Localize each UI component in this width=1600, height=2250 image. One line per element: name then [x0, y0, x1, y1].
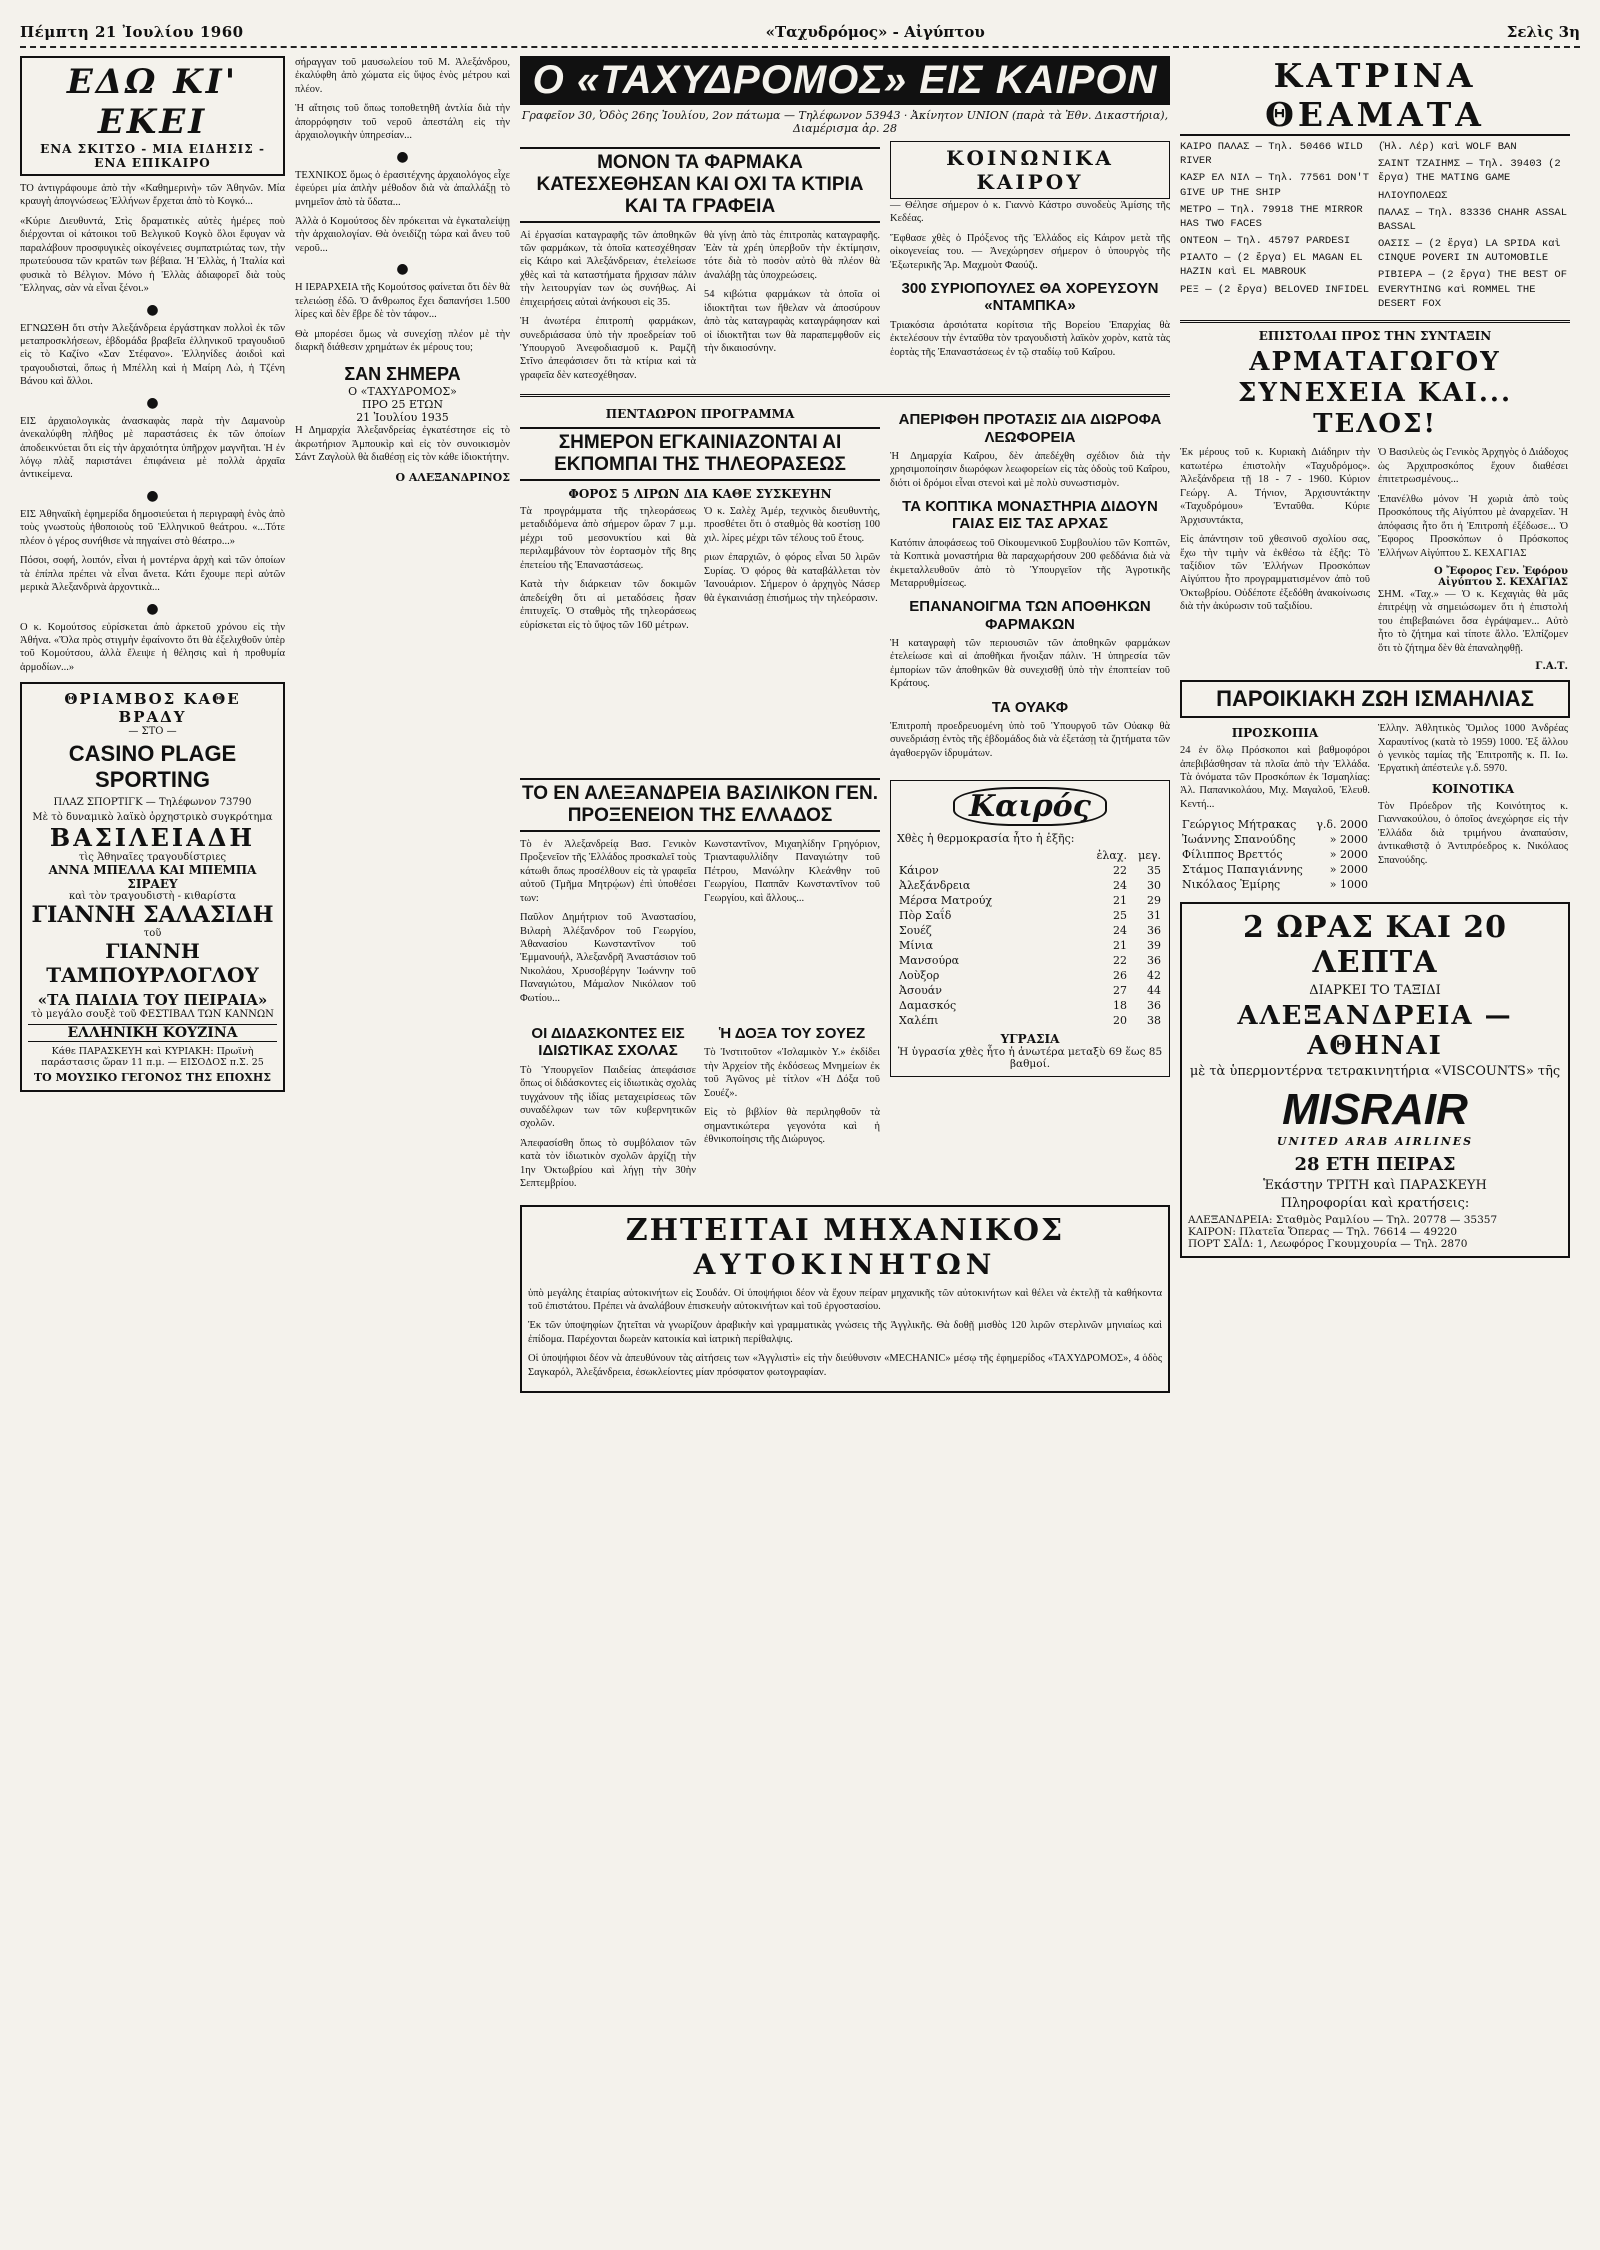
weather-max: 36 [1147, 954, 1161, 968]
humidity-text: Ἡ ὑγρασία χθὲς ἦτο ἡ ἀνωτέρα μεταξὺ 69 ἕως 85 βαθμοί. [897, 1046, 1163, 1071]
headline-doxa: Ἡ ΔΟΞΑ ΤΟΥ ΣΟΥΕΖ [718, 1025, 866, 1043]
article-paragraph: ριων ἐπαρχιῶν, ὁ φόρος εἶναι 50 λιρῶν Συρίας. Ὁ φόρος θὰ καταβάλλεται τὸν Ἰανουάριον. Σήμερον ὁ ἀρχηγὸς Νάσερ θὰ ἐγκαινιάσῃ ἐπισήμως τὴν τηλεόρασιν. [704, 552, 880, 604]
weather-max: 29 [1147, 894, 1161, 908]
article-paragraph: σήραγγαν τοῦ μαυσωλείου τοῦ Μ. Ἀλεξάνδρου, ἐκαλύφθη ἀπὸ χώματα εἰς ὕψος ἑνὸς μέτρου καὶ πλέον. [295, 57, 510, 95]
divider [1180, 320, 1570, 323]
weather-section [890, 772, 1170, 1196]
bullet-separator: ● [396, 261, 409, 278]
weather-max: 44 [1147, 984, 1161, 998]
cinema-listing-item: ΚΑΣΡ ΕΛ ΝΙΛ — Τηλ. 77561 DON'T GIVE UP THE SHIP [1180, 172, 1370, 199]
donor-amount: γ.δ. 2000 [1316, 818, 1368, 832]
donor-row [1180, 847, 1370, 862]
column-edo-ki-ekei [20, 56, 285, 2206]
headline-tlaf: ΤΑ ΟΥΑΚΦ [991, 698, 1069, 716]
job-ad-paragraph: ὑπὸ μεγάλης ἑταιρίας αὐτοκινήτων εἰς Σουδάν. Οἱ ὑποψήφιοι δέον νὰ ἔχουν πείραν μηχανικῆς τῶν αὐτοκινήτων καὶ θέλει νὰ ἐκτελῇ τὰ καθήκοντα τοῦ ἐπιστάτου. Πρέπει νὰ ἀναλάβουν ἐπισκευὴν αὐτοκινήτων καὶ τοῦ ἐργοστασίου. [528, 1287, 1162, 1313]
bullet-separator: ● [146, 394, 159, 411]
letter-signature: Ο Ἔφορος Γεν. Ἐφόρου Αἰγύπτου Σ. ΚΕΧΑΓΙΑΣ [1434, 565, 1568, 588]
weather-city: Μέρσα Ματρούχ [899, 894, 993, 908]
weather-max: 38 [1147, 1014, 1161, 1028]
donor-name: Στάμος Παπαγιάννης [1182, 863, 1303, 877]
letter-gat: Γ.Α.Τ. [1535, 661, 1568, 673]
cinema-listing-item: ΡΙΑΛΤΟ — (2 ἔργα) EL MAGAN EL HAZIN καὶ EL MABROUK [1180, 252, 1363, 279]
article-paragraph: Ἑλλην. Ἀθλητικὸς Ὅμιλος 1000 Ἀνδρέας Χαραυτίνος (κατὰ τὸ 1959) 1000. Ἐξ ἄλλου ὁ γενικὸς ταμίας τῆς Ἑπιτροπῆς κ. Π. Ιω. Ἐργατικὴ ἀπέστειλε γ.δ. 5970. [1378, 723, 1568, 775]
masthead [20, 18, 1580, 48]
job-ad-title-2: ΑΥΤΟΚΙΝΗΤΩΝ [693, 1247, 997, 1281]
bullet-separator: ● [396, 148, 409, 165]
weather-max: 31 [1147, 909, 1161, 923]
article-paragraph: — Θέλησε σήμερον ὁ κ. Γιαννὸ Κάστρο συνοδεὺς Ἀμίσης τῆς Κεδέας. [890, 200, 1170, 225]
article-paragraph: Θὰ μπορέσει ὅμως νὰ συνεχίσῃ πλέον μὲ τὴν διαρκῆ διάθεσιν χρημάτων ἐκ μέρους του; [295, 328, 510, 353]
weather-row [897, 863, 1163, 878]
donor-row [1180, 832, 1370, 847]
weather-row [897, 878, 1163, 893]
cinema-listing-item: ΜΕΤΡΟ — Τηλ. 79918 THE MIRROR HAS TWO FACES [1180, 203, 1363, 230]
page-number: Σελὶς 3η [1506, 23, 1580, 41]
article-paragraph: ΕΓΝΩΣΘΗ ὅτι στὴν Ἀλεξάνδρεια ἐργάστηκαν πολλοὶ ἐκ τῶν μεταπροσκλήσεων, ἑβδομάδα βραβεῖα ἑλληνικοῦ τραγουδιοῦ εἰς τὸ Καζίνο «Σαν Στέφανο». Ἑλληνίδες ἀοιδοὶ καὶ τραγουδισταὶ, ὅπως ἡ Μπέλλη καὶ ἡ Μαίρη Λὼ, ἡ Τζένη Βάνου καὶ ἄλλοι. [20, 322, 285, 388]
weather-col-header: μεγ. [1138, 849, 1161, 863]
casino-kitchen: ΕΛΛΗΝΙΚΗ ΚΟΥΖΙΝΑ [28, 1024, 277, 1042]
humidity-title: ΥΓΡΑΣΙΑ [1000, 1032, 1060, 1047]
koinonika-title: ΚΟΙΝΩΝΙΚΑ ΚΑΙΡΟΥ [946, 146, 1114, 194]
misrair-tagline: UNITED ARAB AIRLINES [1276, 1135, 1474, 1149]
misrair-alex: ΑΛΕΞΑΝΔΡΕΙΑ: Σταθμὸς Ραμλίου — Τηλ. 20778 — 35357 [1188, 1214, 1498, 1227]
casino-singer-1: ΓΙΑΝΝΗ ΣΑΛΑΣΙΔΗ [31, 902, 274, 929]
weather-min: 27 [1113, 984, 1127, 998]
casino-ad [20, 682, 285, 1092]
article-paragraph: Ο κ. Κομούτσος εὐρίσκεται ἀπὸ ἀρκετοῦ χρόνου εἰς τὴν Ἀθήνα. «Ὅλα πρὸς στιγμὴν ἐφαίνοντο ὅτι θὰ ἐξελιχθοῦν ὑπὲρ τοῦ Κομούτσου, ἀλλὰ ἔλειψε ἡ θέλησις καὶ ἡ προθυμία ἀρμοδίων...» [20, 621, 285, 673]
weather-city: Μίνια [899, 939, 934, 953]
casino-phone: ΠΛΑΖ ΣΠΟΡΤΙΓΚ — Τηλέφωνον 73790 [53, 797, 252, 809]
weather-header-row [897, 848, 1163, 863]
article-paragraph: Ἀλλὰ ὁ Κομούτσος δὲν πρόκειται νὰ ἐγκαταλείψῃ τὴν ἀρχαιολογίαν. Θὰ ὀνειδίζῃ τώρα καὶ ἄνευ τοῦ νεροῦ... [295, 215, 510, 254]
headline-consul: ΤΟ ΕΝ ΑΛΕΞΑΝΔΡΕΙΑ ΒΑΣΙΛΙΚΟΝ ΓΕΝ. ΠΡΟΞΕΝΕΙΟΝ ΤΗΣ ΕΛΛΑΔΟΣ [520, 778, 880, 832]
weather-row [897, 968, 1163, 983]
right-section [1180, 56, 1570, 2206]
bullet-separator: ● [146, 487, 159, 504]
misrair-portsaid: ΠΟΡΤ ΣΑΪΔ: 1, Λεωφόρος Γκουμχουρία — Τηλ. 2870 [1188, 1238, 1468, 1251]
weather-min: 24 [1113, 879, 1127, 893]
san-simera-title: ΣΑΝ ΣΗΜΕΡΑ [344, 364, 461, 385]
article-paragraph: Ἡ αἴτησις τοῦ ὅπως τοποθετηθῆ ἀντλία διὰ τὴν ἀπορρόφησιν τοῦ νεροῦ ἀπεστάλη εἰς τὴν ἀρχαιολογικὴν ὑπηρεσίαν... [295, 103, 510, 142]
issue-date: Πέμπτη 21 Ἰουλίου 1960 [20, 23, 244, 41]
article-paragraph: Ἡ καταγραφὴ τῶν περιουσιῶν τῶν ἀποθηκῶν φαρμάκων ἐτελείωσε καὶ αἱ ἀποθῆκαι ἤνοιξαν πάλιν. Ἡ ὑπηρεσία τῶν ἐμπορίων τῶν ἀποθηκῶν θὰ συνεχισθῇ ὑπὸ τὴν ἐποπτείαν τοῦ Κράτους. [890, 637, 1170, 690]
article-paragraph: Ὁ Βασιλεὺς ὡς Γενικὸς Ἀρχηγὸς ὁ Διάδοχος ὡς Ἀρχιπροσκόπος ἔχουν διαθέσει ἐπιτετρωσμένους... [1378, 447, 1568, 486]
article-paragraph: Πόσοι, σοφή, λοιπόν, εἶναι ἡ μοντέρνα ἀρχὴ καὶ τῶν ὁποίων τὰ ἐπίπλα πρέπει νὰ εἶναι ἄνετα. Κάτι ἔχουμε περὶ αὐτῶν μερικὰ Ἀλεξανδρινὰ ἀρχοντικὰ... [20, 555, 285, 594]
article-paragraph: Αἱ ἐργασίαι καταγραφῆς τῶν ἀποθηκῶν τῶν φαρμάκων, τὰ ὁποῖα κατεσχέθησαν εἰς Κάιρο καὶ Ἀλεξάνδρειαν, ἐτελείωσε χθὲς καὶ τὰ καταστήματα ἤρχισαν πάλιν τὴν λειτουργίαν των ὡς συνήθως. Αἱ ἐπιχειρήσεις αὐταὶ ἀνήκουσι εἰς 35. [520, 229, 696, 308]
casino-show: «ΤΑ ΠΑΙΔΙΑ ΤΟΥ ΠΕΙΡΑΙΑ» [37, 991, 268, 1010]
weather-city: Λοὺξορ [899, 969, 940, 983]
article-paragraph: Τὸ Ὑπουργεῖον Παιδείας ἀπεφάσισε ὅπως οἱ διδάσκοντες εἰς ἰδιωτικὰς σχολὰς τυγχάνουν τῆς ἰδίας μεταχειρίσεως τῶν συναδέλφων των τῶν κυβερνητικῶν σχολῶν. [520, 1064, 696, 1130]
cinema-list-left [1180, 140, 1370, 314]
casino-singers: ΑΝΝΑ ΜΠΕΛΛΑ ΚΑΙ ΜΠΕΜΠΑ ΣΙΡΑΕΥ [48, 863, 257, 892]
misrair-cairo: ΚΑΙΡΟΝ: Πλατεῖα Ὄπερας — Τηλ. 76614 — 49220 [1188, 1226, 1458, 1239]
article-paragraph: Εἰς τὸ βιβλίον θὰ περιληφθοῦν τὰ σημαντικώτερα γεγονότα καὶ ἡ ἐθνικοποίησις τῆς Διώρυγος. [704, 1107, 880, 1146]
weather-table [897, 848, 1163, 1028]
weather-row [897, 908, 1163, 923]
article-paragraph: ΕΙΣ Ἀθηναϊκὴ ἐφημερίδα δημοσιεύεται ἡ περιγραφὴ ἑνὸς ἀπὸ τοὺς γνωστοὺς ἡθοποιοὺς τοῦ Ἑλληνικοῦ θεάτρου. «...Τότε πλέον ὁ γέρος συνήθισε νὰ πηγαίνει στὸ θέατρο...» [20, 508, 285, 547]
cinema-listing-item: (Ἡλ. Λέρ) καὶ WOLF BAN [1378, 141, 1517, 153]
weather-min: 22 [1113, 954, 1127, 968]
misrair-logo: MISRAIR [1282, 1085, 1468, 1135]
article-paragraph: ΕΙΣ ἀρχαιολογικὰς ἀνασκαφὰς παρὰ τὴν Δαμανοὺρ ἀνεκαλύφθη πλῆθος μὲ παραστάσεις ἐκ τῶν ὁποίων ἀποδεικνύεται ὅτι εἰς τὴν ἀρχαιότητα ὑπῆρχον μαγνῆται. Ἡ ἐν λόγῳ πλὰξ παριστάνει ἐπιφάνεια μὲ πολλὰ ἀρχαῖα ἀντικείμενα. [20, 415, 285, 481]
article-paragraph: θὰ γίνῃ ἀπὸ τὰς ἐπιτροπὰς καταγραφῆς. Ἐὰν τὰ χρέη ὑπερβοῦν τὴν ἐκτίμησιν, τότε διὰ τὸ ποσὸν αὐτὸ θὰ πλέον θὰ ἀναλάβῃ τὰς ὑποχρεώσεις. [704, 229, 880, 281]
weather-min: 25 [1113, 909, 1127, 923]
weather-city: Σουέζ [899, 924, 932, 938]
cinema-listing-item: ΡΙΒΙΕΡΑ — (2 ἔργα) THE BEST OF EVERYTHING καὶ ROMMEL THE DESERT FOX [1378, 269, 1568, 310]
divider [520, 394, 1170, 397]
misrair-lasts: ΔΙΑΡΚΕΙ ΤΟ ΤΑΞΙΔΙ [1309, 983, 1441, 999]
casino-singers-label: τὶς Ἀθηναῖες τραγουδίστριες [78, 852, 227, 864]
article-paragraph: Τριακόσια ἀρσιότατα κορίτσια τῆς Βορείου Ἐπαρχίας θὰ ἐκτελέσουν τὴν ἐνταῦθα τὸν τραγουδιστὴ λαϊκὸν χορὸν, κατὰ τὰς ἑορτὰς τῆς Ἐπαναστάσεως ἐν τῷ σταδίῳ τοῦ Καΐρου. [890, 319, 1170, 358]
cinema-listing-item: ΡΕΞ — (2 ἔργα) BELOVED INFIDEL [1180, 283, 1370, 296]
donor-amount: » 2000 [1329, 848, 1368, 862]
weather-row [897, 983, 1163, 998]
job-ad [520, 1205, 1170, 1394]
donor-row [1180, 817, 1370, 832]
casino-singer-2: ΓΙΑΝΝΗ ΤΑΜΠΟΥΡΛΟΓΛΟΥ [46, 939, 259, 988]
article-paragraph: Κατὰ τὴν διάρκειαν τῶν δοκιμῶν ἀπεδείχθη ὅτι αἱ μεταδόσεις ἦσαν ἐπιτυχεῖς. Ὁ σταθμὸς τῆς τηλεοράσεως εὑρίσκεται εἰς τὸ ὕψος τῶν 160 μέτρων. [520, 579, 696, 631]
misrair-aircraft: μὲ τὰ ὑπερμοντέρνα τετρακινητήρια «VISCOUNTS» τῆς [1189, 1064, 1561, 1080]
edo-ki-ekei-subtitle: ΕΝΑ ΣΚΙΤΣΟ - ΜΙΑ ΕΙΔΗΣΙΣ - ΕΝΑ ΕΠΙΚΑΙΡΟ [40, 142, 265, 170]
misrair-experience: 28 ΕΤΗ ΠΕΙΡΑΣ [1294, 1154, 1456, 1176]
columns [20, 56, 1580, 2206]
newspaper-page [20, 18, 1580, 2214]
casino-ad-sto: — ΣΤΟ — [128, 726, 177, 738]
misrair-ad [1180, 902, 1570, 1258]
article-paragraph: Ἀπεφασίσθη ὅπως τὸ συμβόλαιον τῶν κατὰ τὸν ἰδιωτικὸν σχολῶν ἀρχίζῃ τὴν 1ην Ὀκτωβρίου καὶ λήγῃ τὴν 30ὴν Σεπτεμβρίου. [520, 1137, 696, 1190]
casino-days: Κάθε ΠΑΡΑΣΚΕΥΗ καὶ ΚΥΡΙΑΚΗ: Πρωϊνὴ παράστασις ὥραν 11 π.μ. — ΕΙΣΟΔΟΣ π.Σ. 25 [41, 1046, 264, 1069]
center-right-2 [890, 403, 1170, 766]
article-paragraph: Ἐκ μέρους τοῦ κ. Κυριακὴ Διάδηριν τὴν κατωτέρω ἐπιστολὴν «Ταχυδρόμος». Ἀλεξάνδρεια τῇ 18 - 7 - 1960. Κύριον Γεώργ. Α. Τήνιον, Ἀρχισυντάκτην «Ταχυδρόμου» Ἐνταῦθα. Κύριε Ἀρχισυντάκτα, [1180, 447, 1370, 526]
article-paragraph: Η Δημαρχία Ἀλεξανδρείας ἐγκατέστησε εἰς τὸ ἀκρωτήριον Ἀμπουκὶρ καὶ εἰς τὸν συνοικισμὸν Σάντ Ζαγλοὺλ θὰ διαθέσῃ εἰς τὸν κάθε ἰδιοκτήτην. [295, 425, 510, 464]
weather-min: 20 [1113, 1014, 1127, 1028]
article-paragraph: ΤΟ ἀντιγράφουμε ἀπὸ τὴν «Καθημερινὴ» τῶν Ἀθηνῶν. Μία κραυγὴ ἀπογνώσεως Ἑλλήνων ἔρχεται ἀπὸ τὸ Κογκό... [20, 183, 285, 208]
weather-min: 18 [1113, 999, 1127, 1013]
misrair-route: ΑΛΕΞΑΝΔΡΕΙΑ — ΑΘΗΝΑΙ [1237, 1001, 1513, 1062]
center-row-3 [520, 772, 1170, 1196]
tv-article [520, 403, 880, 766]
donor-name: Φίλιππος Βρεττός [1182, 848, 1283, 862]
cinema-list-right [1378, 140, 1568, 314]
headline-lefo: ΑΠΕΡΙΦΘΗ ΠΡΟΤΑΣΙΣ ΔΙΑ ΔΙΩΡΟΦΑ ΛΕΩΦΟΡΕΙΑ [898, 411, 1162, 446]
article-paragraph: Τὸ Ἰνστιτοῦτον «Ἰσλαμικὸν Υ.» ἐκδίδει τὴν Ἀρχείον τῆς ἐκδόσεως Μνημείων ἐκ τοῦ Ἀγῶνος μὲ τίτλον «Ἡ Δόξα τοῦ Σουέζ». [704, 1047, 880, 1099]
headline-monast: ΤΑ ΚΟΠΤΙΚΑ ΜΟΝΑΣΤΗΡΙΑ ΔΙΔΟΥΝ ΓΑΙΑΣ ΕΙΣ ΤΑΣ ΑΡΧΑΣ [902, 498, 1158, 533]
misrair-duration: 2 ΩΡΑΣ ΚΑΙ 20 ΛΕΠΤΑ [1242, 910, 1508, 981]
cinema-listing-item: ΣΑΙΝΤ ΤΖΑΙΗΜΣ — Τηλ. 39403 (2 ἔργα) THE MATING GAME [1378, 158, 1561, 185]
tv-program-kicker: ΠΕΝΤΑΩΡΟΝ ΠΡΟΓΡΑΜΜΑ [605, 407, 795, 422]
job-ad-paragraph: Ἐκ τῶν ὑποψηφίων ζητεῖται νὰ γνωρίζουν ἀραβικὴν καὶ γραμματικὰς γνώσεις τῆς Ἀγγλικῆς. Θὰ δοθῇ μισθὸς 120 λιρῶν στερλινῶν μηνιαίως καὶ ἐπίδομα. Παρέχονται δωρεὰν κατοικία καὶ ἰατρικὴ περίθαλψις. [528, 1320, 1162, 1345]
ismailia-kicker: ΠΡΟΣΚΟΠΙΑ [1231, 726, 1319, 741]
misrair-days: Ἑκάστην ΤΡΙΤΗ καὶ ΠΑΡΑΣΚΕΥΗ [1263, 1178, 1487, 1194]
donor-amount: » 2000 [1329, 863, 1368, 877]
cinema-listing-item: ΠΑΛΑΣ — Τηλ. 83336 CHAHR ASSAL BASSAL [1378, 206, 1568, 233]
headline-tv: ΣΗΜΕΡΟΝ ΕΓΚΑΙΝΙΑΖΟΝΤΑΙ ΑΙ ΕΚΠΟΜΠΑΙ ΤΗΣ ΤΗΛΕΟΡΑΣΕΩΣ [520, 427, 880, 481]
koinonika-box [890, 141, 1170, 199]
weather-row [897, 923, 1163, 938]
koinotika-kicker: ΚΟΙΝΟΤΙΚΑ [1431, 781, 1515, 796]
bullet-separator: ● [146, 301, 159, 318]
donor-name: Νικόλαος Ἐμίρης [1182, 878, 1281, 892]
ismailia-title: ΠΑΡΟΙΚΙΑΚΗ ΖΩΗ ΙΣΜΑΗΛΙΑΣ [1180, 680, 1570, 718]
article-paragraph: Τὸν Πρόεδρον τῆς Κοινότητος κ. Γιαννακούλου, ὁ ὁποῖος ἀνεχώρησε εἰς τὴν Ἑλλάδα διὰ τριμήνου ἀναπαύσιν, ἀντικαθιστᾷ ὁ Ἀντιπρόεδρος κ. Νικόλαος Σπανούδης. [1378, 800, 1568, 866]
san-simera-date: 21 Ἰουλίου 1935 [356, 411, 449, 425]
bullet-separator: ● [146, 600, 159, 617]
weather-min: 22 [1113, 864, 1127, 878]
weather-row [897, 1013, 1163, 1028]
casino-ad-title: ΘΡΙΑΜΒΟΣ ΚΑΘΕ ΒΡΑΔΥ [64, 690, 241, 727]
letter-title: ΑΡΜΑΤΑΓΩΓΟΥ ΣΥΝΕΧΕΙΑ ΚΑΙ... ΤΕΛΟΣ! [1238, 346, 1512, 440]
article-paragraph: Εἰς ἀπάντησιν τοῦ χθεσινοῦ σχολίου σας, ἔχω τὴν τιμὴν νὰ ἐκθέσω τὰ ἑξῆς: Τὸ ταξίδιον τῶν Ἑλλήνων Προσκόπων Αἰγύπτου ἦτο προγραμματισμένον ἀπὸ τοῦ Ὀκτωβρίου. Οὐδέποτε ἐξεδόθη ἀνακοίνωσις διὰ τὴν ἀκύρωσιν τοῦ ταξιδίου. [1180, 534, 1370, 613]
donors-table [1180, 817, 1370, 892]
san-simera-box [295, 364, 510, 424]
article-paragraph: «Κύριε Διευθυντά, Στὶς δραματικὲς αὐτὲς ἡμέρες ποὺ διέρχονται οἱ κάτοικοι τοῦ Βελγικοῦ Κογκὸ ὅλοι ἔφυγαν νὰ παραλάβουν προσφυγικὲς οἰκογένειες συμπατριώτας των, τὴν πρωτεύουσα τῶν κρατῶν των βέβαια. Ἡ Ἑλλὰς, ἡ Ἰταλία καὶ φυσικὰ τὸ Βέλγιον. Μόνο ἡ Ἑλλὰς ἀδιαφορεῖ διὰ τοὺς Ἕλληνας, σὰν νὰ εἶναι ξένοι.» [20, 215, 285, 295]
cinema-listings [1180, 140, 1570, 314]
article-paragraph: Κατόπιν ἀποφάσεως τοῦ Οἰκουμενικοῦ Συμβουλίου τῶν Κοπτῶν, τὰ Κοπτικὰ μοναστήρια θὰ παραχωρήσουν 200 φεδδάνια διὰ νὰ ἐκμεταλλευθοῦν ἀπὸ τὸ Ὑπουργεῖον τῆς Ἀγροτικῆς Μεταρρυθμίσεως. [890, 537, 1170, 589]
casino-vasileiadi: ΒΑΣΙΛΕΙΑΔΗ [49, 823, 256, 853]
article-paragraph: 24 ἐν ὅλῳ Πρόσκοποι καὶ βαθμοφόροι ἀπεβιβάσθησαν τὰ πλοῖα ἀπὸ τὴν Ἑλλάδα. Τὰ ὀνόματα τῶν Προσκόπων ἐκ Ἰσμαηλίας: Ἀλ. Παπανικολάου, Μιχ. Μαγαλοῦ, Ἐλευθ. Κεντή... [1180, 745, 1370, 810]
column-two [295, 56, 510, 2206]
headline-teachers: ΟΙ ΔΙΔΑΣΚΟΝΤΕΣ ΕΙΣ ΙΔΙΩΤΙΚΑΣ ΣΧΟΛΑΣ [531, 1025, 685, 1060]
article-paragraph: ΣΗΜ. «Ταχ.» — Ὁ κ. Κεχαγιὰς θὰ μᾶς ἐπιτρέψῃ νὰ σημειώσωμεν ὅτι ἡ ἐπιστολή του ἐπιβεβαιώνει ὅσα ἐγράψαμεν... Αὐτὸ ἦτο τὸ ζήτημα καὶ τίποτε ἄλλο. Ἐλπίζομεν ὅτι τὸ ζήτημα δὲν θὰ ἐπαναληφθῇ. [1378, 588, 1568, 654]
donor-amount: » 2000 [1329, 833, 1368, 847]
cinema-listing-item: ΟΝΤΕΟΝ — Τηλ. 45797 PARDESI [1180, 235, 1351, 248]
weather-logo: Καιρός [953, 787, 1107, 826]
article-paragraph: Η ΙΕΡΑΡΧΕΙΑ τῆς Κομούτσος φαίνεται ὅτι δὲν θὰ τελειώσῃ ἐδῶ. Ὁ ἄνθρωπος ἔχει δαπανήσει 1.500 λίρες καὶ δὲν ἔβρε δὲ τὸν τάφον... [295, 282, 510, 321]
weather-max: 42 [1147, 969, 1161, 983]
weather-col-header: ἐλαχ. [1096, 849, 1127, 863]
letters-kicker: ΕΠΙΣΤΟΛΑΙ ΠΡΟΣ ΤΗΝ ΣΥΝΤΑΞΙΝ [1258, 328, 1492, 343]
cinema-listing-item: ΚΑΙΡΟ ΠΑΛΑΣ — Τηλ. 50466 WILD RIVER [1180, 141, 1363, 168]
headline-pharma: ΜΟΝΟΝ ΤΑ ΦΑΡΜΑΚΑ ΚΑΤΕΣΧΕΘΗΣΑΝ ΚΑΙ ΟΧΙ ΤΑ ΚΤΙΡΙΑ ΚΑΙ ΤΑ ΓΡΑΦΕΙΑ [520, 147, 880, 223]
weather-city: Ἀσουάν [899, 984, 942, 998]
center-left [520, 141, 880, 388]
article-paragraph: Ὁ κ. Σαλὲχ Ἀμέρ, τεχνικὸς διευθυντὴς, προσθέτει ὅτι ὁ σταθμὸς θὰ κοστίσῃ 100 χιλ. λίρες μέχρι τῶν τέλους τοῦ ἔτους. [704, 506, 880, 544]
article-paragraph: Τὰ προγράμματα τῆς τηλεοράσεως μεταδιδόμενα ἀπὸ σήμερον ὥραν 7 μ.μ. μέχρι τοῦ μεσονυκτίου καὶ θὰ περιλαμβάνουν τὸν ἑορτασμὸν τῆς 8ης ἐπετείου τῆς Ἐπαναστάσεως. [520, 506, 696, 571]
casino-festival: τὸ μεγάλο σουξὲ τοῦ ΦΕΣΤΙΒΑΛ ΤΩΝ ΚΑΝΝΩΝ [31, 1009, 274, 1021]
center-right [890, 141, 1170, 388]
san-simera-years: ΠΡΟ 25 ΕΤΩΝ [361, 398, 444, 412]
article-paragraph: Κωνσταντῖνον, Μιχαηλίδην Γρηγόριον, Τριανταφυλλίδην Παναγιώτην τοῦ Πέτρου, Μανώλην Κλεάνθην τοῦ Γεωργίου, Παππᾶν Κωνσταντῖνον τοῦ Γεωργίου, καὶ ἄλλους... [704, 838, 880, 904]
article-paragraph: Τὸ ἐν Ἀλεξανδρείᾳ Βασ. Γενικὸν Προξενεῖον τῆς Ἑλλάδος προσκαλεῖ τοὺς κάτωθι ὅπως προσέλθουν εἰς τὰ γραφεῖα αὐτοῦ (Τμῆμα Μητρῴων) ἐπὶ ὑποθέσει των: [520, 838, 696, 904]
tv-tax: ΦΟΡΟΣ 5 ΛΙΡΩΝ ΔΙΑ ΚΑΘΕ ΣΥΣΚΕΥΗΝ [568, 487, 832, 502]
casino-tou: τοῦ [143, 928, 162, 940]
weather-min: 26 [1113, 969, 1127, 983]
center-row-2 [520, 403, 1170, 766]
center-section [520, 56, 1170, 2206]
weather-row [897, 998, 1163, 1013]
casino-orchestra: Μὲ τὸ δυναμικὸ λαϊκὸ ὀρχηστρικὸ συγκρότημα [32, 812, 273, 824]
weather-min: 21 [1113, 894, 1127, 908]
article-paragraph: Ἡ ἀνωτέρα ἐπιτροπὴ φαρμάκων, συνεδριάσασα ὑπὸ τὴν προεδρείαν τοῦ Ὑπουργοῦ Ἀνεφοδιασμοῦ κ. Ραμζῆ Στῖνο ἀπεφάσισεν ὅτι τὰ κτίρια καὶ τὰ γραφεῖα δὲν κατεσχέθησαν. [520, 316, 696, 381]
cinema-listing-item: ΗΛΙΟΥΠΟΛΕΩΣ [1378, 189, 1448, 202]
center-columns [520, 141, 1170, 388]
weather-min: 24 [1113, 924, 1127, 938]
banner-title: Ο «ΤΑΧΥΔΡΟΜΟΣ» ΕΙΣ ΚΑΙΡΟΝ [520, 56, 1170, 105]
weather-min: 21 [1113, 939, 1127, 953]
san-simera-sub: Ο «ΤΑΧΥΔΡΟΜΟΣ» [348, 385, 457, 399]
donor-name: Γεώργιος Μήτρακας [1182, 818, 1297, 832]
weather-max: 39 [1147, 939, 1161, 953]
weather-row [897, 893, 1163, 908]
job-ad-paragraph: Οἱ ὑποψήφιοι δέον νὰ ἀπευθύνουν τὰς αἰτήσεις των «Ἀγγλιστὶ» εἰς τὴν διεύθυνσιν «MECHANIC» μέσῳ τῆς ἐφημερίδος «ΤΑΧΥΔΡΟΜΟΣ», 4 ὁδὸς Σαγκαρόλ, Ἀλεξάνδρεια, ἐσωκλείοντες μίαν πρόσφατον φωτογραφίαν. [528, 1353, 1162, 1378]
office-address: Γραφεῖον 30, Ὁδὸς 26ης Ἰουλίου, 2ον πάτωμα — Τηλέφωνον 53943 · Ἀκίνητον UNION (παρὰ τὰ Ἐθν. Δικαστήρια), Διαμέρισμα ἀρ. 28 [521, 109, 1169, 135]
pharma-article [520, 229, 880, 389]
weather-city: Ἀλεξάνδρεια [899, 879, 971, 893]
weather-city: Δαμασκός [899, 999, 957, 1013]
article-paragraph: Παῦλον Δημήτριον τοῦ Ἀναστασίου, Βιλαρὴ Ἀλέξανδρον τοῦ Γεωργίου, Ἀθανασίου Κωνσταντῖνον τοῦ Ἐμμανουήλ, Ἀλεξανδρῆ Ἀναστάσιον τοῦ Νικολάου, Χρυσοβέργην Ἰωάννην τοῦ Παναγιώτου, Μάμαλον Νικόλαον τοῦ Φωτίου... [520, 912, 696, 1004]
headline-dancers: 300 ΣΥΡΙΟΠΟΥΛΕΣ ΘΑ ΧΟΡΕΥΣΟΥΝ «ΝΤΑΜΠΚΑ» [901, 280, 1159, 315]
weather-max: 35 [1147, 864, 1161, 878]
weather-heading: Χθὲς ἡ θερμοκρασία ἦτο ἡ ἑξῆς: [897, 832, 1075, 846]
san-simera-signature: Ο ΑΛΕΞΑΝΔΡΙΝΟΣ [395, 470, 510, 484]
casino-event: ΤΟ ΜΟΥΣΙΚΟ ΓΕΓΟΝΟΣ ΤΗΣ ΕΠΟΧΗΣ [33, 1071, 272, 1085]
article-paragraph: Ἐπιτροπὴ προεδρευομένη ὑπὸ τοῦ Ὑπουργοῦ τῶν Οὐακφ θὰ συνεδριάσῃ ἐντὸς τῆς ἑβδομάδος διὰ νὰ ἐξετάσῃ τὰ ζητήματα τῶν ἀγαθοεργῶν ἱδρυμάτων. [890, 720, 1170, 759]
weather-city: Χαλέπι [899, 1014, 939, 1028]
weather-row [897, 953, 1163, 968]
donor-row [1180, 877, 1370, 892]
headline-pharmacies: ΕΠΑΝΑΝΟΙΓΜΑ ΤΩΝ ΑΠΟΘΗΚΩΝ ΦΑΡΜΑΚΩΝ [909, 598, 1151, 633]
weather-row [897, 938, 1163, 953]
article-paragraph: Ἡ Δημαρχία Καΐρου, δὲν ἀπεδέχθη σχέδιον διὰ τὴν χρησιμοποίησιν διωρόφων λεωφορείων εἰς τὰς ὁδοὺς τοῦ Καΐρου, διότι οἱ δρόμοι εἶναι στενοὶ καὶ μὲ πολὺ συνωστισμὸν. [890, 450, 1170, 489]
weather-box [890, 780, 1170, 1077]
misrair-info: Πληροφορίαι καὶ κρατήσεις: [1280, 1196, 1470, 1212]
consulate-article [520, 772, 880, 1196]
weather-city: Μανσούρα [899, 954, 960, 968]
article-paragraph: 54 κιβώτια φαρμάκων τὰ ὁποῖα οἱ ἰδιοκτῆται των ἤθελαν νὰ ἀποσύρουν ἀπὸ τὰς καταγραφὰς καταγράφησαν καὶ οἱ ἰδιοκτῆται των θὰ παραπεμφθοῦν εἰς τὴν δικαιοσύνην. [704, 289, 880, 355]
casino-name: CASINO PLAGE SPORTING [68, 741, 237, 793]
edo-ki-ekei-title: ΕΔΩ ΚΙ' ΕΚΕΙ [66, 62, 239, 142]
letter-body [1180, 446, 1570, 672]
edo-ki-ekei-header [20, 56, 285, 176]
article-paragraph: ΤΕΧΝΙΚΟΣ ὅμως ὁ ἐρασιτέχνης ἀρχαιολόγος εἶχε ἐφεύρει μία ἀπλὴν μέθοδον διὰ νὰ ἀπαλλάξῃ τὸ μνημεῖον ἀπὸ τὰ ὕδατα... [295, 169, 510, 208]
cinema-listing-item: ΟΑΣΙΣ — (2 ἔργα) LA SPIDA καὶ CINQUE POVERI IN AUTOMOBILE [1378, 238, 1561, 265]
article-paragraph: Ἔφθασε χθὲς ὁ Πρόξενος τῆς Ἑλλάδος εἰς Κάιρον μετὰ τῆς οἰκογενείας του. — Ἀνεχώρησεν σήμερον ὁ ὑπουργὸς τῆς Ἐξωτερικῆς Ἄρ. Μαχμοὺτ Φαούζι. [890, 232, 1170, 271]
weather-max: 36 [1147, 924, 1161, 938]
weather-max: 30 [1147, 879, 1161, 893]
paper-name: «Ταχυδρόμος» - Αἰγύπτου [765, 23, 985, 41]
weather-city: Κάιρον [899, 864, 939, 878]
ismailia-body [1180, 722, 1570, 892]
weather-max: 36 [1147, 999, 1161, 1013]
donor-row [1180, 862, 1370, 877]
donor-amount: » 1000 [1329, 878, 1368, 892]
casino-singer-label: καὶ τὸν τραγουδιστὴ - κιθαρίστα [68, 891, 237, 903]
article-paragraph: Ἐπανέλθω μόνον Ἡ χωριὰ ἀπὸ τοὺς Προσκόπους τῆς Αἰγύπτου μὲ ἀναρχεῖαν. Ἡ ἀπόφασις ἦτο ὅτι ἡ Ἐπιτροπὴ ἐξέδωσε... Ὁ Ἔφορος Προσκόπων ὁ Πρόσκοπος Ἑλλήνων Αἰγύπτου Σ. ΚΕΧΑΓΙΑΣ [1378, 493, 1568, 559]
job-ad-title: ΖΗΤΕΙΤΑΙ ΜΗΧΑΝΙΚΟΣ [625, 1212, 1065, 1248]
weather-city: Πὸρ Σαΐδ [899, 909, 952, 923]
katrina-theamata-title: ΚΑΤΡΙΝΑ ΘΕΑΜΑΤΑ [1180, 56, 1570, 136]
donor-name: Ἰωάννης Σπανούδης [1182, 833, 1296, 847]
